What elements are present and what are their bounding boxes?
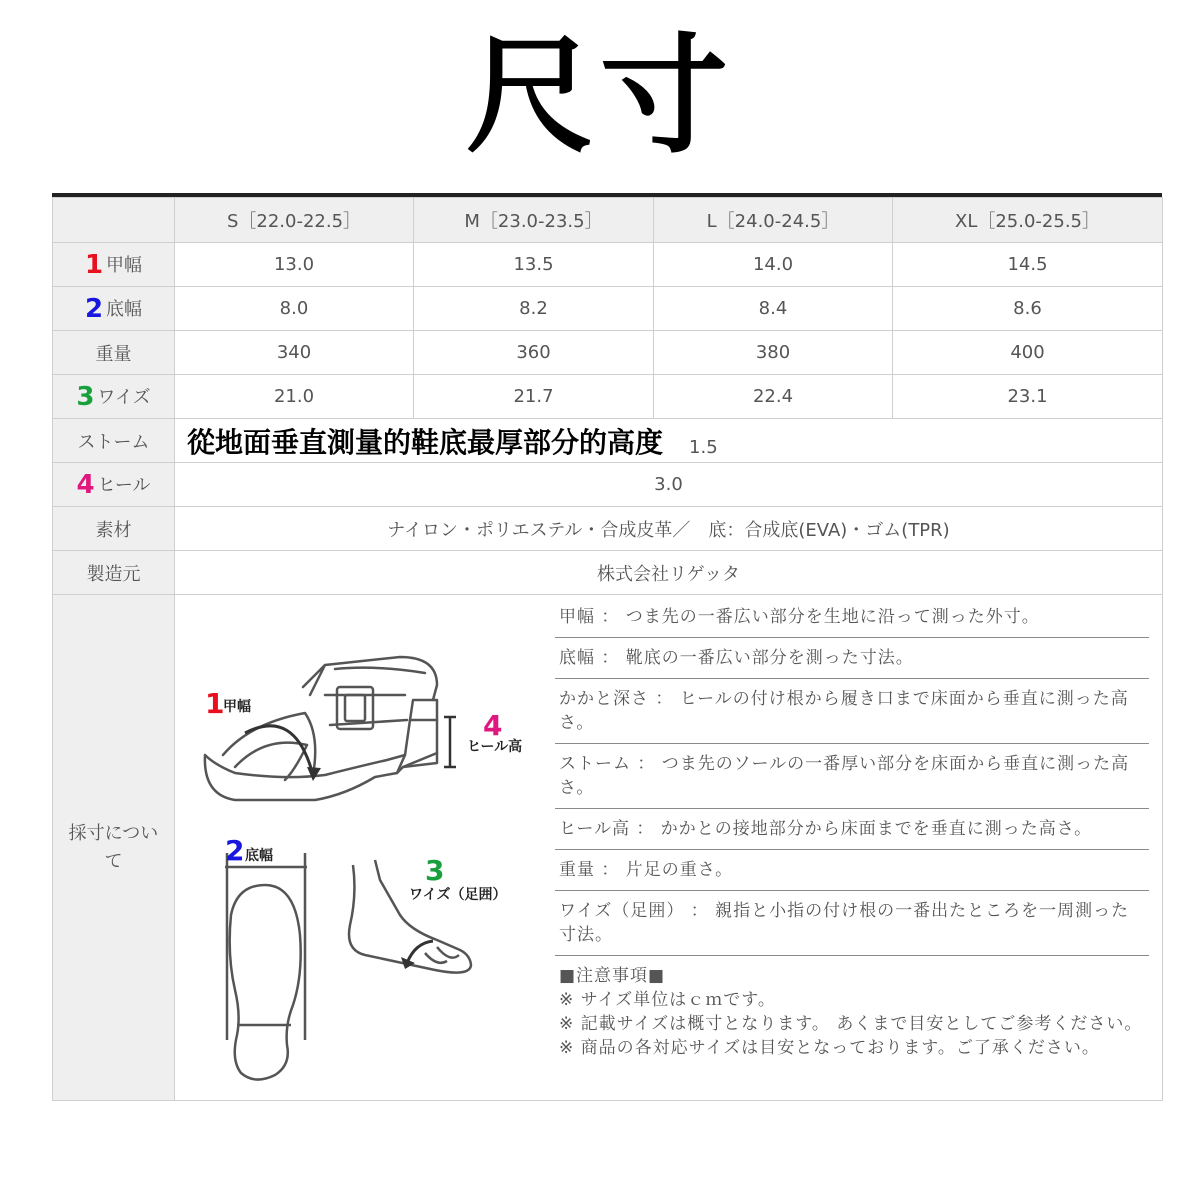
note-item: ※ 商品の各対応サイズは目安となっております。ご了承ください。	[559, 1038, 1100, 1058]
row-label	[53, 287, 175, 331]
row-number: 1	[84, 249, 104, 280]
about-cell	[175, 595, 1163, 1101]
heel-value: 3.0	[175, 463, 1163, 507]
maker-value: 株式会社リゲッタ	[175, 551, 1163, 595]
diagram-number-1: 1	[205, 687, 225, 720]
table-row	[53, 243, 1163, 287]
definition-item: ストーム ： つま先のソールの一番厚い部分を床面から垂直に測った高さ。	[555, 744, 1149, 809]
table-cell: 13.0	[175, 243, 414, 287]
diagram-label-1: 甲幅	[223, 699, 251, 715]
storm-annotation: 從地面垂直測量的鞋底最厚部分的高度	[187, 425, 664, 459]
diagram-number-2: 2	[225, 834, 245, 867]
storm-value: 1.5	[689, 436, 718, 458]
row-label-text: ヒール	[97, 474, 151, 496]
row-label-text: ワイズ	[97, 386, 151, 408]
table-row	[53, 375, 1163, 419]
table-row-maker	[53, 551, 1163, 595]
size-table	[52, 197, 1163, 1101]
storm-cell	[175, 419, 1163, 463]
row-label	[53, 331, 175, 375]
table-row	[53, 331, 1163, 375]
diagram-number-3: 3	[425, 854, 445, 887]
ankle-strap	[303, 657, 437, 700]
table-cell: 8.0	[175, 287, 414, 331]
diagram-label-3: ワイズ（足囲）	[409, 887, 507, 903]
row-label-text: 底幅	[106, 298, 143, 320]
column-header: S［22.0-22.5］	[175, 198, 414, 243]
row-label	[53, 463, 175, 507]
table-cell: 13.5	[414, 243, 654, 287]
column-header: L［24.0-24.5］	[654, 198, 893, 243]
row-label: 素材	[53, 507, 175, 551]
diagram-label-2: 底幅	[245, 848, 273, 864]
table-cell: 380	[654, 331, 893, 375]
sole-outline	[230, 885, 301, 1080]
definition-item: ワイズ（足囲） ： 親指と小指の付け根の一番出たところを一周測った寸法。	[555, 891, 1149, 956]
table-row-heel	[53, 463, 1163, 507]
notes-block	[555, 956, 1149, 1060]
about-label: 採寸について	[68, 822, 159, 872]
table-cell: 21.7	[414, 375, 654, 419]
definition-item: ヒール高 ： かかとの接地部分から床面までを垂直に測った高さ。	[555, 809, 1149, 850]
table-row-material	[53, 507, 1163, 551]
row-number: 4	[76, 469, 95, 500]
page-title: 尺寸	[465, 22, 734, 171]
row-label	[53, 243, 175, 287]
row-label: 製造元	[53, 551, 175, 595]
definitions-list	[555, 597, 1149, 1060]
table-cell: 8.2	[414, 287, 654, 331]
table-cell: 14.5	[893, 243, 1163, 287]
definition-item: かかと深さ ： ヒールの付け根から履き口まで床面から垂直に測った高さ。	[555, 679, 1149, 744]
table-cell: 21.0	[175, 375, 414, 419]
row-number: 2	[84, 293, 104, 324]
definition-item: 重量 ： 片足の重さ。	[555, 850, 1149, 891]
row-label-text: 重量	[95, 343, 132, 365]
table-cell: 8.6	[893, 287, 1163, 331]
row-label	[53, 375, 175, 419]
table-cell: 400	[893, 331, 1163, 375]
table-cell: 14.0	[654, 243, 893, 287]
table-row-about	[53, 595, 1163, 1101]
table-row	[53, 287, 1163, 331]
measurement-diagram	[175, 595, 545, 1100]
table-cell: 23.1	[893, 375, 1163, 419]
note-item: ※ サイズ単位はｃｍです。	[559, 990, 776, 1010]
header-corner	[53, 198, 175, 243]
diagram-label-4: ヒール高	[467, 739, 523, 755]
note-item: ※ 記載サイズは概寸となります。 あくまで目安としてご参考ください。	[559, 1014, 1143, 1034]
definition-item: 底幅 ： 靴底の一番広い部分を測った寸法。	[555, 638, 1149, 679]
row-label: ストーム	[53, 419, 175, 463]
table-cell: 22.4	[654, 375, 893, 419]
material-value: ナイロン・ポリエステル・合成皮革／ 底：合成底(EVA)・ゴム(TPR)	[175, 507, 1163, 551]
column-header: M［23.0-23.5］	[414, 198, 654, 243]
table-cell: 360	[414, 331, 654, 375]
definition-item: 甲幅 ： つま先の一番広い部分を生地に沿って測った外寸。	[555, 597, 1149, 638]
table-cell: 340	[175, 331, 414, 375]
row-label	[53, 595, 175, 1101]
table-header-row	[53, 198, 1163, 243]
table-row-storm	[53, 419, 1163, 463]
row-label-text: 甲幅	[106, 254, 143, 276]
column-header: XL［25.0-25.5］	[893, 198, 1163, 243]
table-cell: 8.4	[654, 287, 893, 331]
notes-heading: ■注意事項■	[559, 966, 666, 986]
diagram-number-4: 4	[483, 709, 503, 742]
row-number: 3	[76, 381, 95, 412]
